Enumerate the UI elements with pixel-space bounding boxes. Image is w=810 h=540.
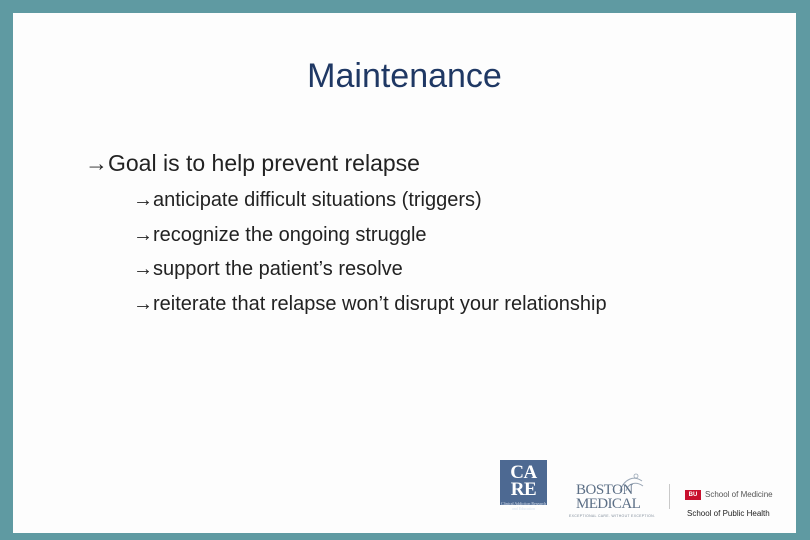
sub-bullet-list xyxy=(85,183,785,321)
care-logo-line1: CA xyxy=(510,462,537,483)
bu-badge-icon: BU xyxy=(685,490,701,500)
logo-divider xyxy=(669,484,670,509)
sub-bullet xyxy=(133,252,785,287)
boston-medical-line2: MEDICAL xyxy=(576,496,641,512)
arrow-icon: → xyxy=(133,258,153,281)
sub-bullet-text: anticipate difficult situations (triggers) xyxy=(153,189,482,211)
bu-school-of-medicine: School of Medicine xyxy=(705,490,773,499)
arrow-icon: → xyxy=(133,189,153,211)
bu-school-of-public-health: School of Public Health xyxy=(687,509,770,518)
sub-bullet xyxy=(133,218,785,253)
sub-bullet-text: reiterate that relapse won’t disrupt your relationship xyxy=(153,292,607,315)
boston-medical-swirl-icon xyxy=(616,471,646,493)
sub-bullet-text: support the patient’s resolve xyxy=(153,258,403,281)
boston-medical-line1: BOSTON xyxy=(576,482,633,498)
sub-bullet xyxy=(133,183,785,218)
boston-medical-tagline: EXCEPTIONAL CARE. WITHOUT EXCEPTION. xyxy=(569,514,656,518)
care-logo-tagline: Clinical Addiction Research and Education xyxy=(500,501,547,511)
sub-bullet xyxy=(133,287,785,322)
sub-bullet-text: recognize the ongoing struggle xyxy=(153,223,427,246)
main-bullet xyxy=(85,147,785,179)
bu-logo xyxy=(685,490,785,520)
main-bullet-text: Goal is to help prevent relapse xyxy=(108,150,420,176)
bullet-list xyxy=(85,147,785,321)
slide xyxy=(13,13,796,533)
slide-title: Maintenance xyxy=(307,57,502,95)
care-logo xyxy=(500,460,547,511)
care-logo-line2: RE xyxy=(510,479,537,500)
boston-medical-logo xyxy=(564,471,656,519)
arrow-icon: → xyxy=(85,150,108,176)
arrow-icon: → xyxy=(133,223,153,246)
arrow-icon: → xyxy=(133,292,153,315)
